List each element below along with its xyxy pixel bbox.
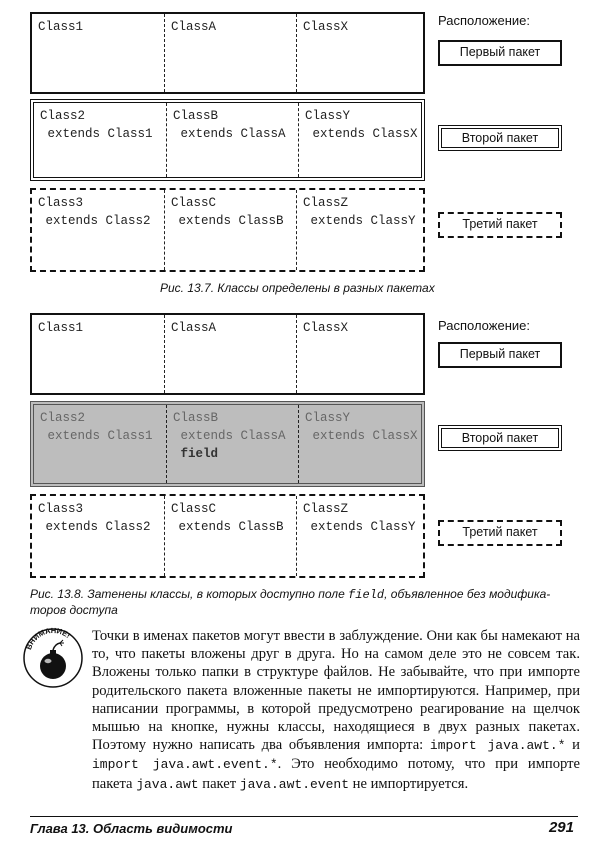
fig1-package-3 (30, 188, 425, 272)
legend-second-package: Второй пакет (438, 125, 562, 151)
class-name: ClassY (305, 109, 351, 123)
class-extends: extends ClassY (303, 214, 416, 228)
fig2-package-2-shaded (30, 401, 425, 487)
page-number: 291 (548, 819, 574, 836)
warning-text-part: пакет (198, 775, 240, 792)
class-extends: extends Class2 (38, 214, 151, 228)
legend-title: Расположение: (438, 13, 530, 28)
class-name: ClassB (173, 109, 219, 123)
caption-text: , объявленное без модифика-торов доступа (30, 587, 551, 617)
legend-first-package: Первый пакет (438, 40, 562, 66)
class-name: Class1 (38, 20, 84, 34)
figure-caption-13-8 (30, 587, 575, 618)
class-extends: extends ClassA (173, 127, 286, 141)
class-name: ClassA (171, 321, 217, 335)
class-name: ClassZ (303, 196, 349, 210)
code-java-awt: java.awt (136, 776, 199, 792)
warning-text-part: . Это необходимо потому, что при импорте пакета (92, 756, 580, 792)
class-name: ClassA (171, 20, 217, 34)
class-name: Class3 (38, 196, 84, 210)
fig2-package-3 (30, 494, 425, 578)
code-java-awt-event: java.awt.event (239, 776, 349, 792)
warning-text-part: и (565, 737, 580, 754)
class-extends: extends ClassB (171, 520, 284, 534)
class-name: ClassC (171, 502, 217, 516)
class-extends: extends Class2 (38, 520, 151, 534)
class-name: ClassY (305, 411, 351, 425)
code-import-awt: import java.awt.* (429, 738, 566, 754)
class-name: Class3 (38, 502, 84, 516)
footer-chapter-title: Глава 13. Область видимости (30, 821, 233, 836)
caption-code: field (348, 588, 385, 602)
class-extends: extends ClassB (171, 214, 284, 228)
legend-third-package: Третий пакет (438, 212, 562, 238)
warning-text-part: не импортируется. (349, 775, 469, 792)
class-name: ClassC (171, 196, 217, 210)
warning-text-part: Точки в именах пакетов могут ввести в заблуждение. Они как бы намекают на то, что пакеты вложены друг в друга. Но на самом деле это не совсем так. Вложены только папки в структуре файлов. Не забывайте, что при импорте родительского пакета вложенные пакеты не импортируются. Например, при написании программы, в которой предусмотрено реагирование на щелчок мышью на кнопке, нужны классы, находящиеся в двух разных пакетах. Поэтому нужно написать два объявления импорта: (92, 628, 580, 754)
figure-caption-13-7: Рис. 13.7. Классы определены в разных пакетах (160, 281, 435, 295)
fig1-package-2 (30, 99, 425, 181)
caption-text: Рис. 13.8. Затенены классы, в которых доступно поле (30, 587, 349, 601)
class-extends: extends ClassY (303, 520, 416, 534)
fig1-package-1 (30, 12, 425, 94)
warning-bomb-icon (22, 626, 84, 690)
warning-text (92, 627, 580, 794)
class-name: ClassX (303, 321, 349, 335)
legend-third-package: Третий пакет (438, 520, 562, 546)
class-extends: extends ClassA (173, 429, 286, 443)
class-extends: extends Class1 (40, 127, 153, 141)
legend-title: Расположение: (438, 318, 530, 333)
warning-label: ВНИМАНИЕ! (24, 626, 73, 651)
class-name: ClassX (303, 20, 349, 34)
field-declaration: field (173, 447, 219, 461)
legend-first-package: Первый пакет (438, 342, 562, 368)
fig2-package-1 (30, 313, 425, 395)
class-name: ClassB (173, 411, 219, 425)
class-extends: extends Class1 (40, 429, 153, 443)
class-name: Class2 (40, 411, 86, 425)
class-name: Class1 (38, 321, 84, 335)
class-name: ClassZ (303, 502, 349, 516)
class-extends: extends ClassX (305, 127, 418, 141)
legend-second-package: Второй пакет (438, 425, 562, 451)
class-name: Class2 (40, 109, 86, 123)
footer-rule (30, 816, 578, 817)
code-import-awt-event: import java.awt.event.* (92, 757, 278, 773)
class-extends: extends ClassX (305, 429, 418, 443)
